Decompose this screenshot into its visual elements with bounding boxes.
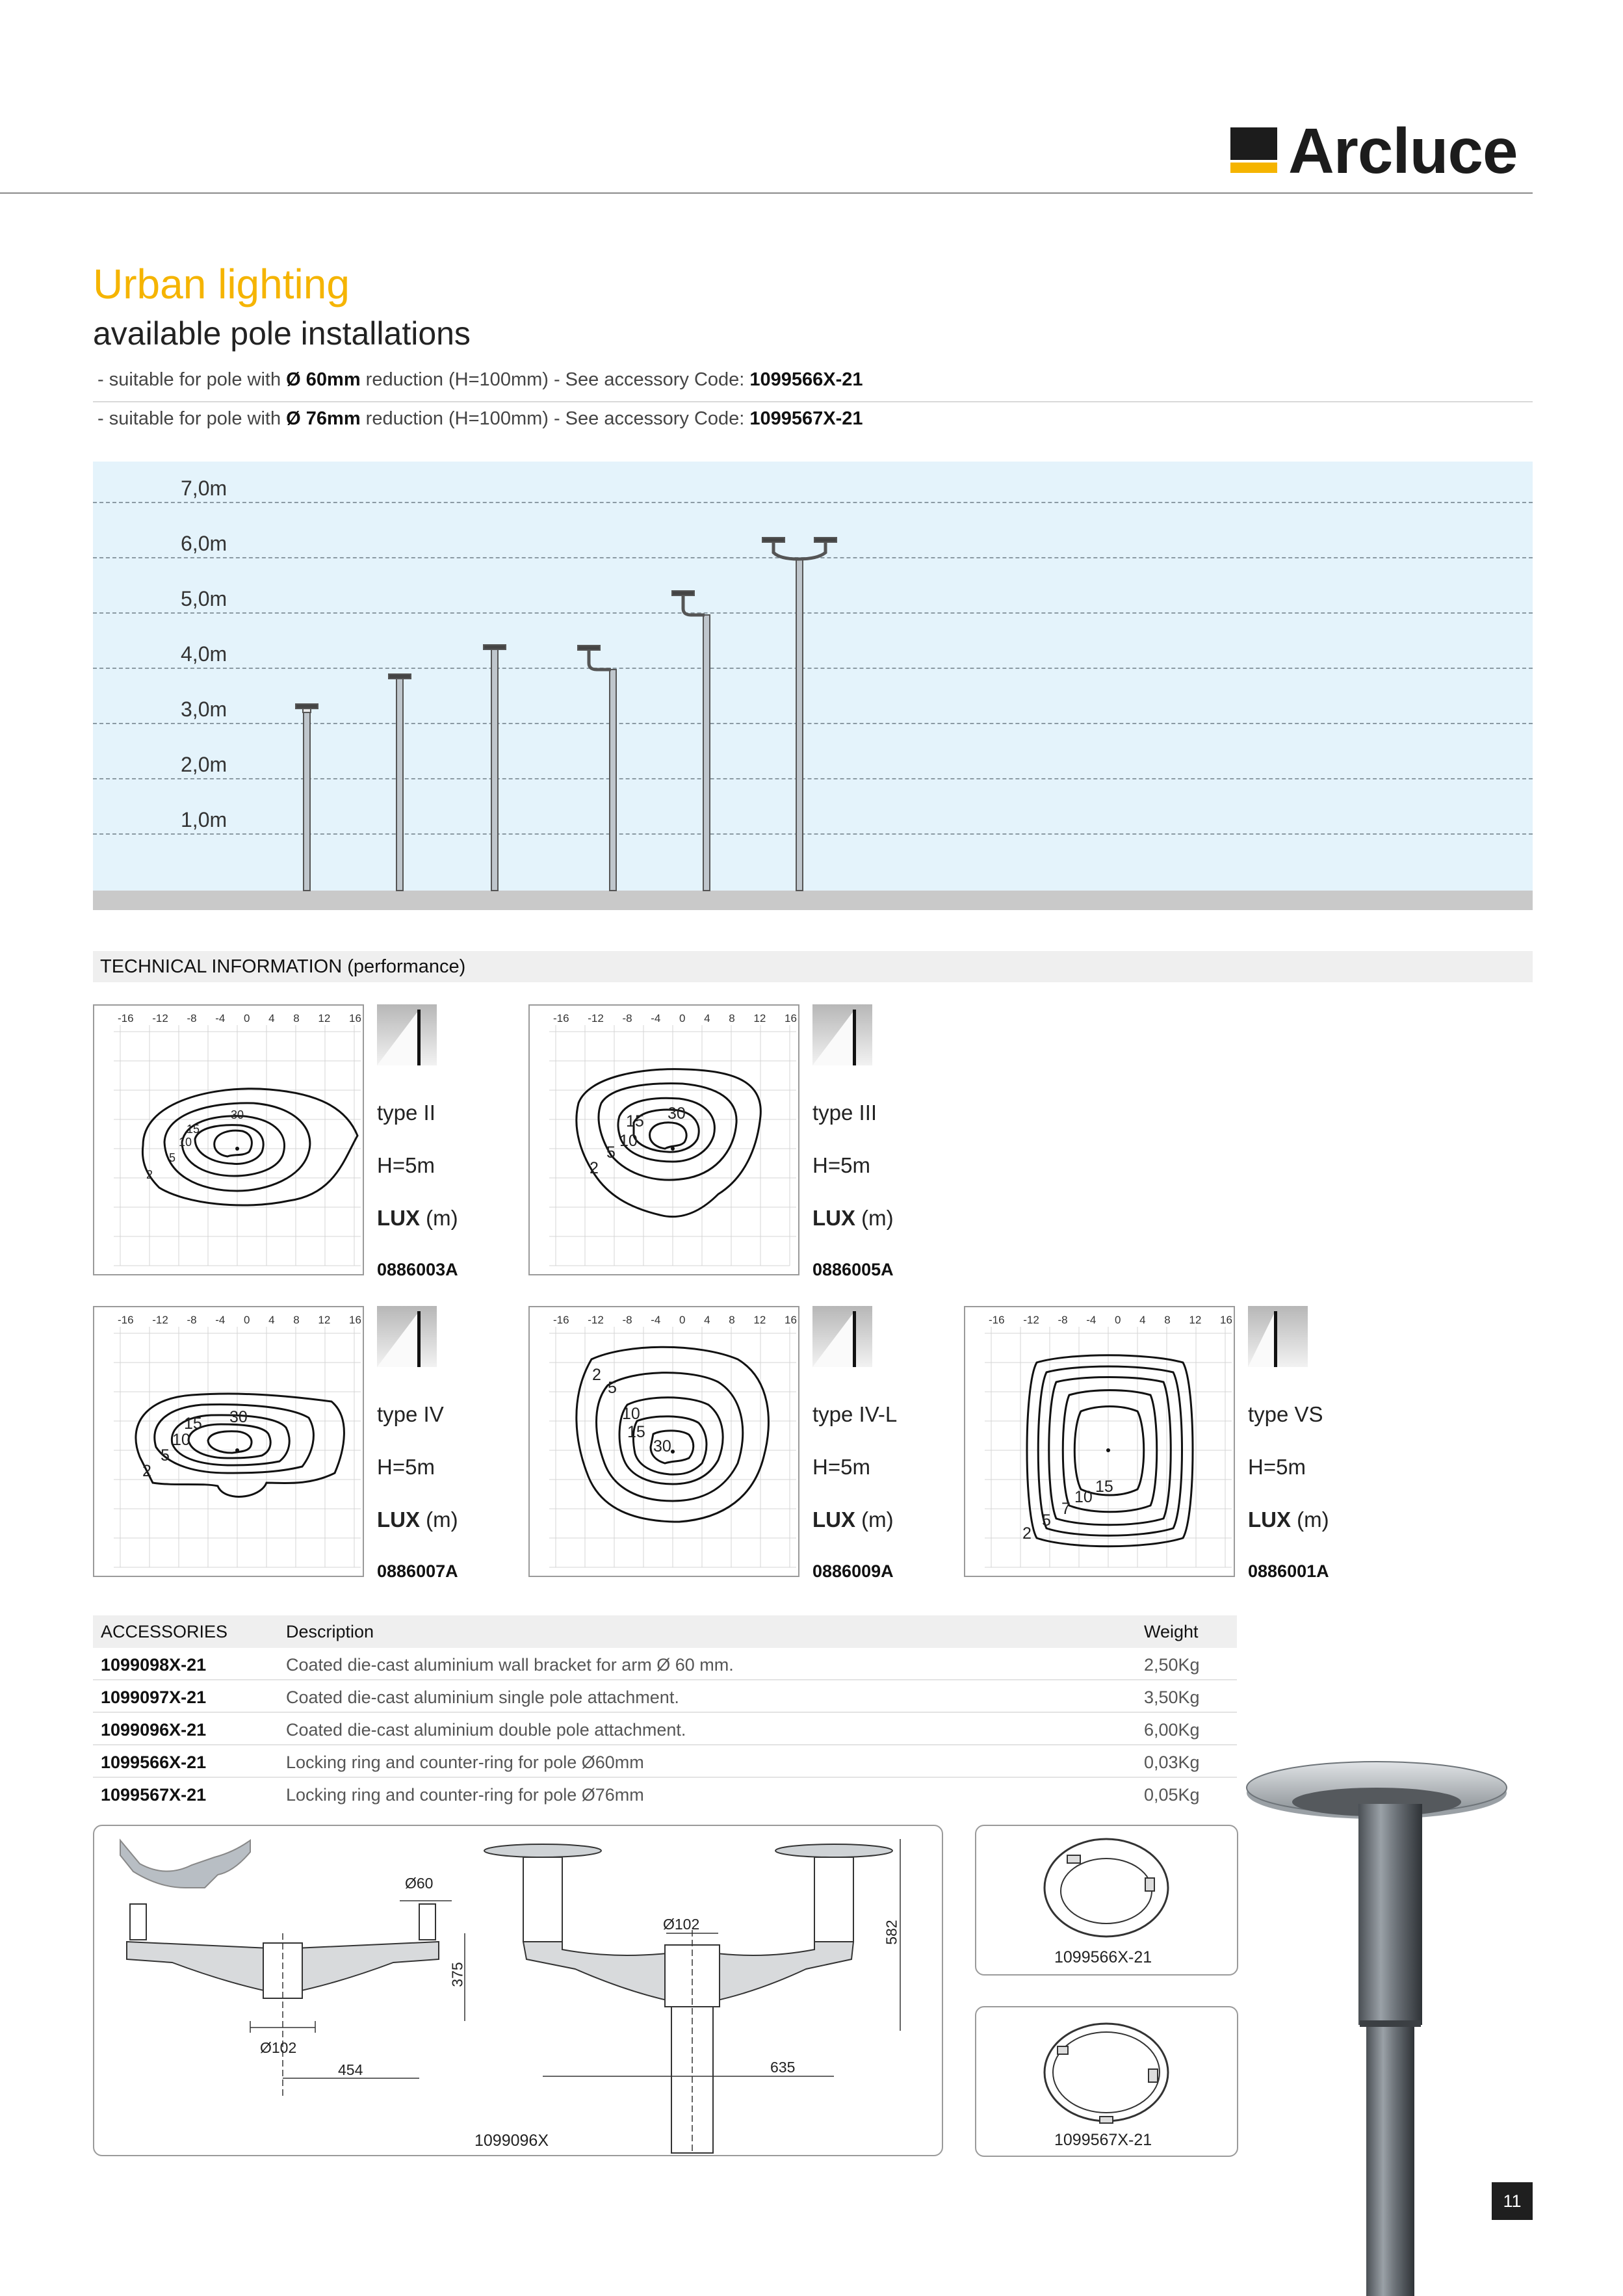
dim-d102-left: Ø102 [260,2039,297,2056]
isolux-label: 5 [1042,1511,1051,1530]
isolux-label: 2 [592,1366,601,1384]
dim-635: 635 [770,2059,796,2076]
isolux-label: 10 [172,1431,190,1449]
isolux-label: 30 [668,1104,686,1123]
distribution-icon [812,1004,872,1065]
isolux-x-axis: -16 -12 -8 -4 0 4 8 12 16 [989,1314,1232,1326]
diagram-unit: LUX (m) [812,1206,894,1230]
height-label: 1,0m [181,808,227,831]
double-attachment-drawing-panel [93,1825,943,2156]
isolux-label: 10 [1074,1488,1093,1506]
accessory-weight: 0,05Kg [1144,1785,1200,1805]
accessory-desc: Coated die-cast aluminium double pole attachment. [286,1720,686,1740]
accessories-header [93,1615,1237,1648]
note-divider [93,401,1533,402]
accessory-weight: 3,50Kg [1144,1688,1200,1707]
isolux-label: 15 [626,1112,644,1130]
isolux-x-axis: -16 -12 -8 -4 0 4 8 12 16 [553,1314,797,1326]
isolux-x-axis: -16 -12 -8 -4 0 4 8 12 16 [118,1012,361,1024]
accessory-code: 1099567X-21 [101,1785,207,1805]
distribution-icon [377,1306,437,1367]
diagram-height: H=5m [1248,1455,1306,1479]
isolux-label: 30 [653,1437,671,1455]
isolux-label: 2 [590,1159,599,1177]
accessory-code: 1099096X-21 [101,1720,207,1740]
distribution-icon [812,1306,872,1367]
isolux-label: 5 [161,1446,170,1465]
page-subtitle: available pole installations [93,315,471,352]
isolux-label: 2 [1022,1524,1032,1543]
isolux-label: 15 [184,1415,202,1433]
isolux-label: 15 [1095,1478,1113,1496]
header-divider [0,192,1533,194]
dim-d60: Ø60 [405,1875,434,1892]
diagram-type: type IV [377,1402,444,1426]
dim-454: 454 [338,2061,363,2078]
diagram-code: 0886001A [1248,1561,1329,1581]
isolux-label: 5 [169,1151,176,1164]
table-row-divider [93,1679,1237,1680]
ring-panel-60 [975,1825,1238,1976]
isolux-label: 30 [229,1408,248,1426]
diagram-code: 0886007A [377,1561,458,1581]
diagram-code: 0886005A [812,1260,894,1279]
accessories-col-desc: Description [286,1622,374,1641]
diagram-height: H=5m [812,1455,870,1479]
isolux-label: 10 [622,1405,640,1423]
diagram-unit: LUX (m) [1248,1507,1329,1532]
table-row-divider [93,1712,1237,1713]
accessory-code: 1099566X-21 [101,1753,207,1772]
isolux-diagram-type-ii [93,1004,364,1275]
height-label: 6,0m [181,532,227,555]
technical-info-title: TECHNICAL INFORMATION (performance) [100,956,466,977]
table-row-divider [93,1777,1237,1778]
accessory-desc: Coated die-cast aluminium single pole attachment. [286,1688,679,1707]
height-label: 3,0m [181,698,227,721]
isolux-label: 15 [627,1423,645,1441]
isolux-x-axis: -16 -12 -8 -4 0 4 8 12 16 [553,1012,797,1024]
dim-375: 375 [448,1962,466,1987]
height-label: 4,0m [181,642,227,666]
diagram-type: type VS [1248,1402,1323,1426]
table-row-divider [93,1744,1237,1745]
dim-d102-right: Ø102 [663,1916,700,1933]
isolux-diagram-type-iv [93,1306,364,1577]
isolux-diagram-type-iv-l [528,1306,799,1577]
isolux-label: 5 [606,1143,616,1162]
luminaire-product-image [1241,1742,1514,2296]
accessories-col-code: ACCESSORIES [101,1622,228,1641]
height-label: 2,0m [181,753,227,776]
accessory-weight: 0,03Kg [1144,1753,1200,1772]
isolux-label: 7 [1061,1500,1071,1518]
page-number: 11 [1492,2182,1533,2220]
accessory-code: 1099097X-21 [101,1688,207,1707]
distribution-icon [377,1004,437,1065]
technical-info-bar [93,951,1533,982]
accessory-weight: 6,00Kg [1144,1720,1200,1740]
ring-code-60: 1099566X-21 [1054,1948,1152,1966]
brand-name: Arcluce [1288,115,1518,187]
diagram-type: type IV-L [812,1402,898,1426]
height-label: 7,0m [181,476,227,500]
isolux-label: 15 [187,1123,200,1136]
accessory-desc: Coated die-cast aluminium wall bracket for arm Ø 60 mm. [286,1655,734,1675]
distribution-icon [1248,1306,1308,1367]
diagram-code: 0886009A [812,1561,894,1581]
isolux-x-axis: -16 -12 -8 -4 0 4 8 12 16 [118,1314,361,1326]
height-label: 5,0m [181,587,227,610]
pole-illustrations [0,455,1623,897]
diagram-height: H=5m [377,1455,435,1479]
diagram-unit: LUX (m) [812,1507,894,1532]
diagram-type: type III [812,1101,877,1125]
ring-panel-76 [975,2006,1238,2157]
isolux-label: 2 [142,1462,151,1480]
ring-code-76: 1099567X-21 [1054,2131,1152,2149]
accessories-col-weight: Weight [1144,1622,1199,1641]
isolux-label: 5 [608,1379,617,1397]
arcluce-logo-mark [1230,127,1277,173]
isolux-label: 2 [146,1168,153,1181]
accessory-desc: Locking ring and counter-ring for pole Ø60mm [286,1753,644,1772]
diagram-height: H=5m [812,1153,870,1177]
page-title: Urban lighting [93,261,350,307]
diagram-unit: LUX (m) [377,1206,458,1230]
isolux-diagram-type-vs [964,1306,1235,1577]
accessory-code: 1099098X-21 [101,1655,207,1675]
accessory-desc: Locking ring and counter-ring for pole Ø76mm [286,1785,644,1805]
diagram-unit: LUX (m) [377,1507,458,1532]
isolux-label: 30 [231,1108,244,1121]
isolux-label: 10 [179,1136,192,1149]
pole-note-60: - suitable for pole with Ø 60mm reduction (H=100mm) - See accessory Code: 1099566X-21 [97,369,863,390]
isolux-label: 10 [619,1132,638,1150]
isolux-diagram-type-iii [528,1004,799,1275]
diagram-code: 0886003A [377,1260,458,1279]
drawing-code: 1099096X [474,2132,549,2150]
diagram-height: H=5m [377,1153,435,1177]
accessory-weight: 2,50Kg [1144,1655,1200,1675]
diagram-type: type II [377,1101,435,1125]
pole-note-76: - suitable for pole with Ø 76mm reduction (H=100mm) - See accessory Code: 1099567X-21 [97,408,863,429]
dim-582: 582 [883,1920,900,1945]
